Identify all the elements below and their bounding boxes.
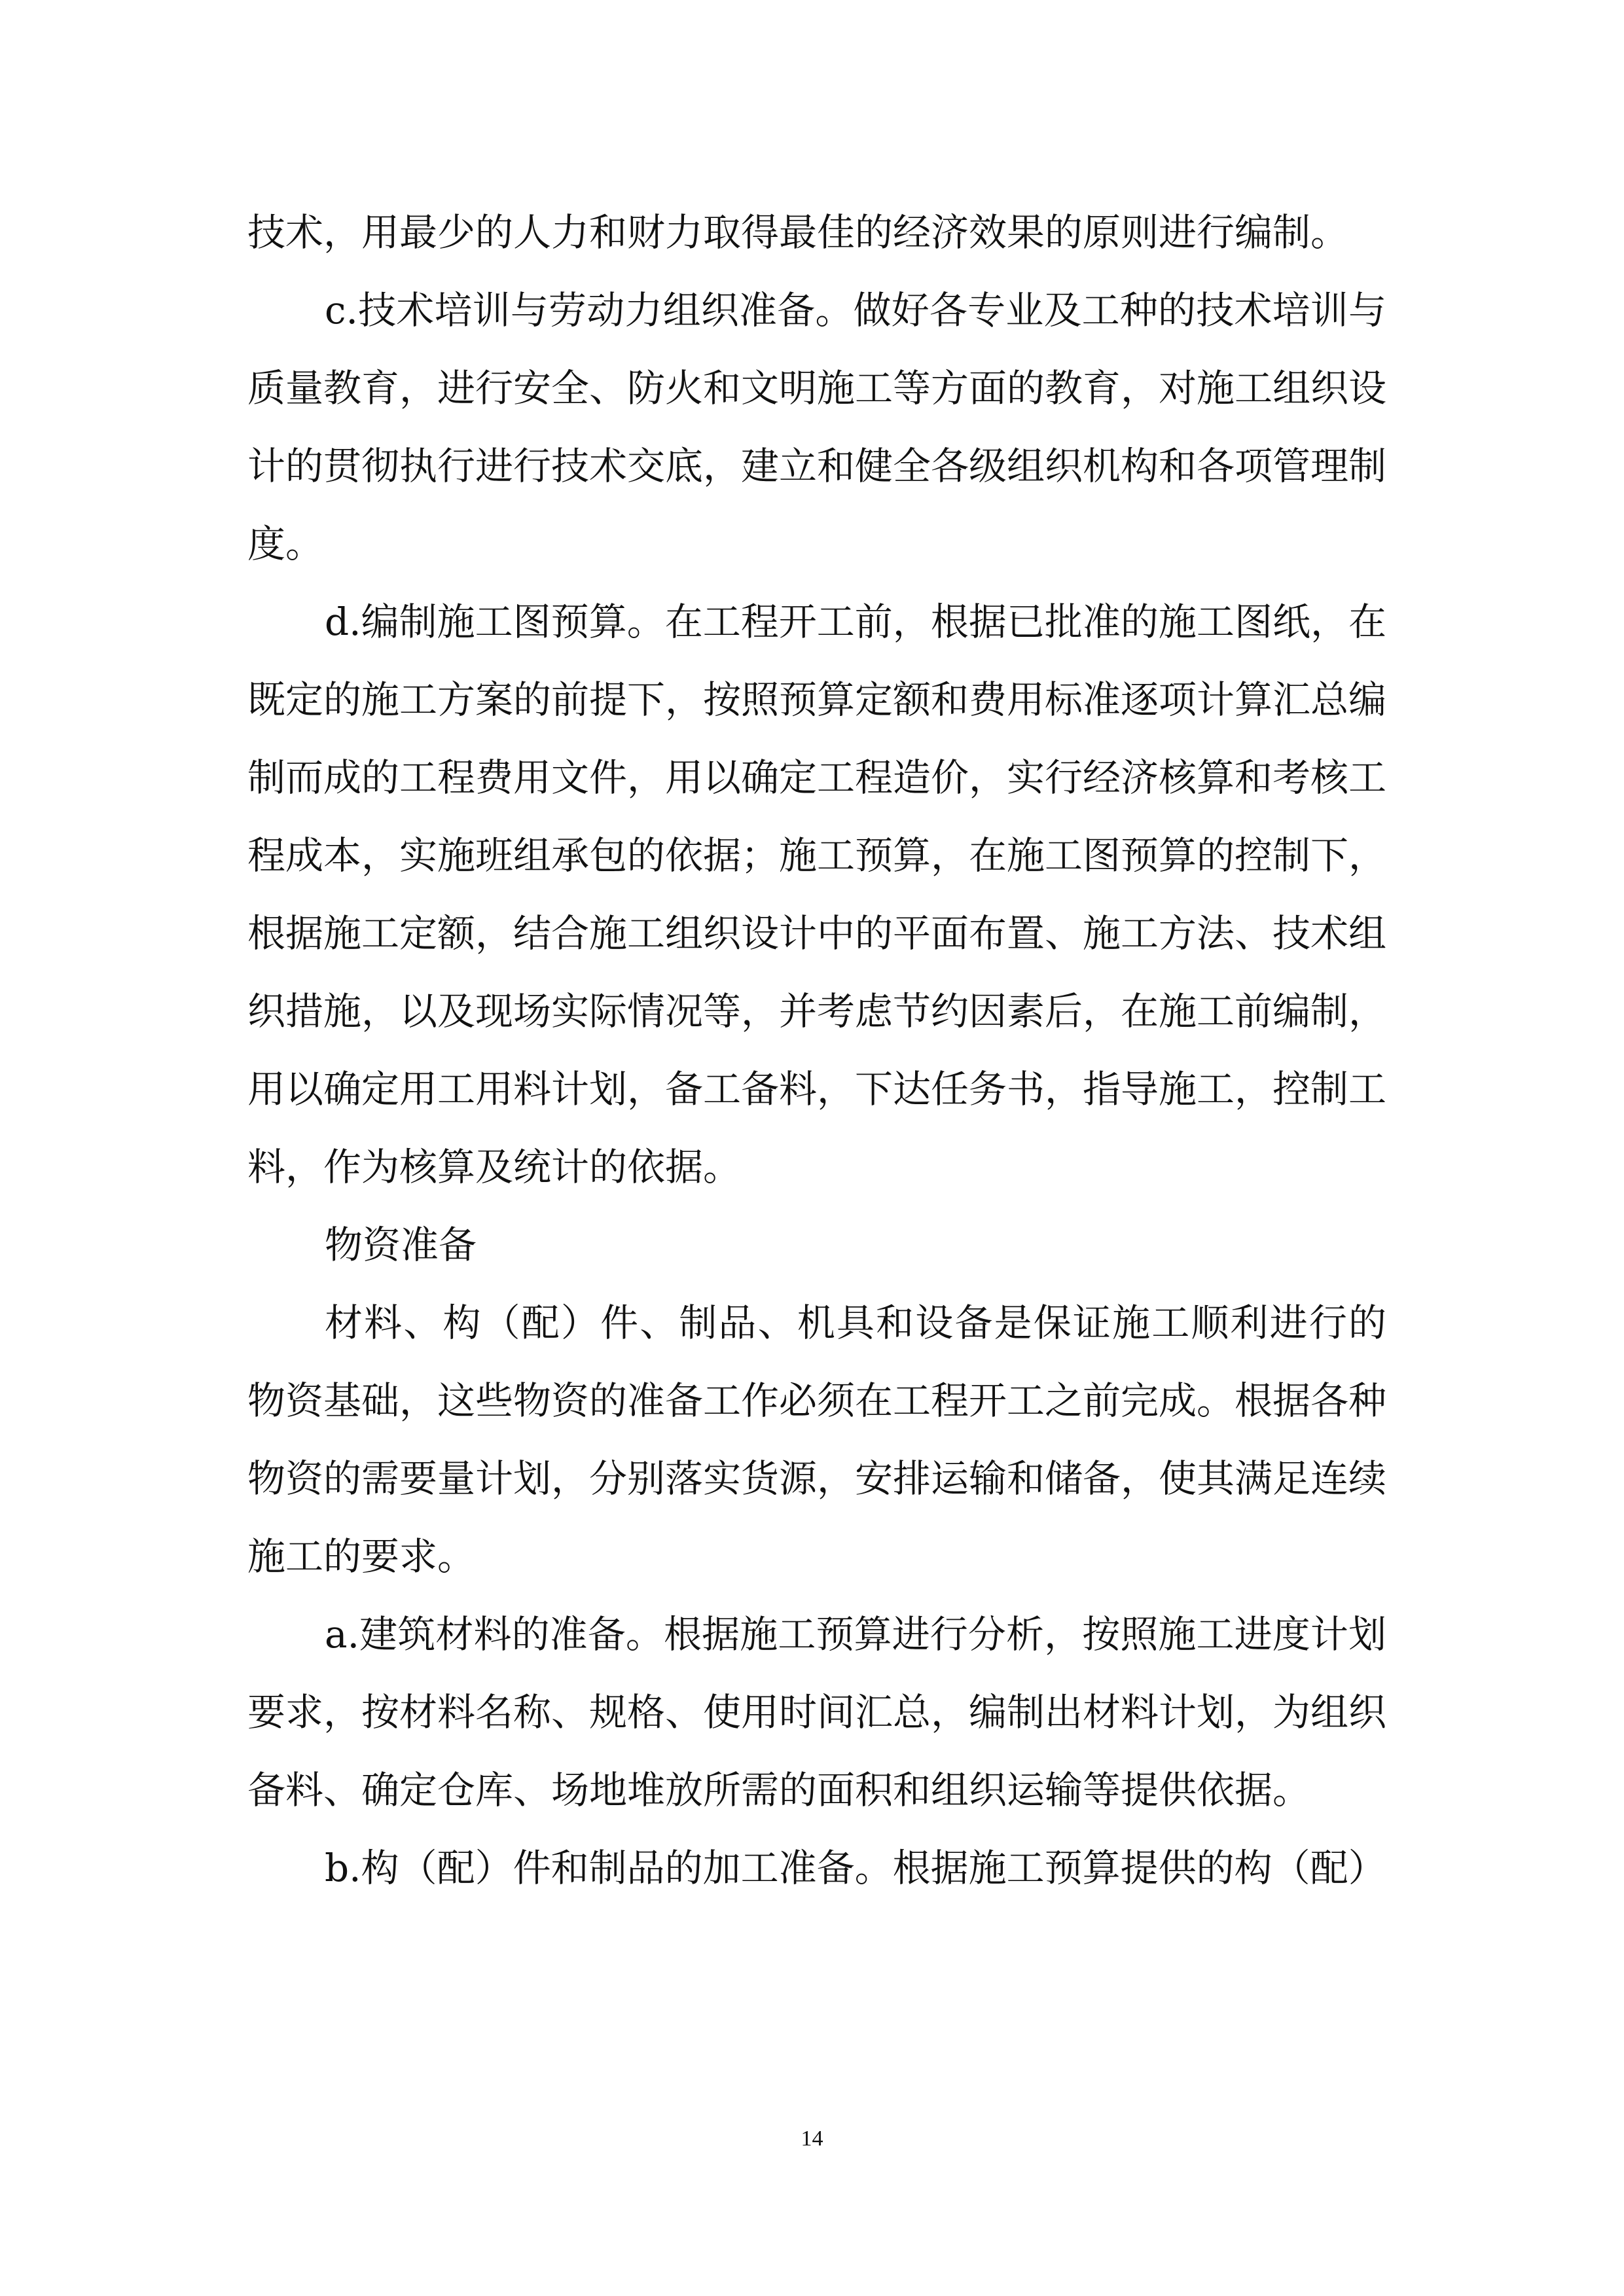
- paragraph-components-processing: b.构（配）件和制品的加工准备。根据施工预算提供的构（配）: [325, 1846, 1386, 1890]
- paragraph-technical-training: c.技术培训与劳动力组织准备。做好各专业及工种的技术培训与质量教育，进行安全、防火和文明施工等方面的教育，对施工组织设计的贯彻执行进行技术交底，建立和健全各级组织机构和各项管理制度。: [247, 288, 1387, 566]
- page-number: 14: [801, 2126, 823, 2151]
- paragraph-continuation: 技术，用最少的人力和财力取得最佳的经济效果的原则进行编制。: [247, 210, 1349, 255]
- paragraph-material-overview: 材料、构（配）件、制品、机具和设备是保证施工顺利进行的物资基础，这些物资的准备工作必须在工程开工之前完成。根据各种物资的需要量计划，分别落实货源，安排运输和储备，使其满足连续施工的要求。: [247, 1300, 1387, 1579]
- section-heading-material-preparation: 物资准备: [325, 1223, 477, 1267]
- paragraph-construction-budget: d.编制施工图预算。在工程开工前，根据已批准的施工图纸，在既定的施工方案的前提下，按照预算定额和费用标准逐项计算汇总编制而成的工程费用文件，用以确定工程造价，实行经济核算和考核工程成本，实施班组承包的依据；施工预算，在施工图预算的控制下，根据施工定额，结合施工组织设计中的平面布置、施工方法、技术组织措施，以及现场实际情况等，并考虑节约因素后，在施工前编制，用以确定用工用料计划，备工备料，下达任务书，指导施工，控制工料，作为核算及统计的依据。: [247, 600, 1387, 1189]
- page-body: [247, 194, 1386, 1907]
- paragraph-building-materials: a.建筑材料的准备。根据施工预算进行分析，按照施工进度计划要求，按材料名称、规格、使用时间汇总，编制出材料计划，为组织备料、确定仓库、场地堆放所需的面积和组织运输等提供依据。: [247, 1612, 1387, 1812]
